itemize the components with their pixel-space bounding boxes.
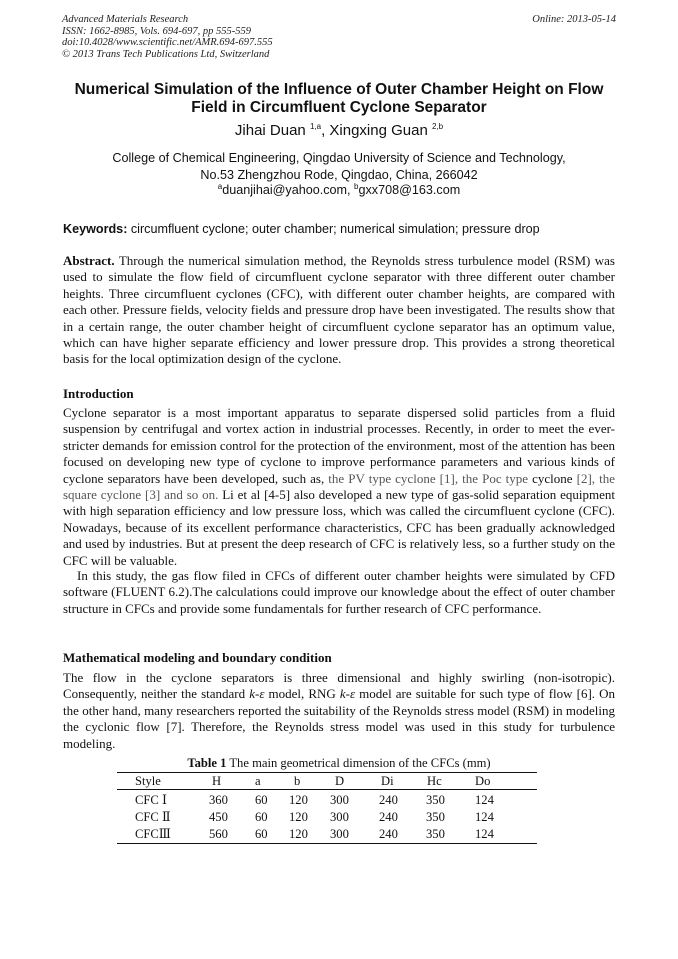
email-line bbox=[58, 182, 620, 198]
paper-title bbox=[58, 81, 620, 117]
reference-link-2[interactable]: [2], the square cyclone [3] and so on. bbox=[63, 470, 616, 503]
author-2-affil: 2,b bbox=[431, 122, 444, 131]
table-bottom-rule bbox=[117, 843, 537, 844]
table-cell: 124 bbox=[475, 827, 494, 841]
table-header-rule bbox=[117, 789, 537, 790]
title-line-1: Numerical Simulation of the Influence of Outer Chamber Height on Flow bbox=[74, 81, 604, 98]
table-row bbox=[117, 792, 537, 808]
table-header-cell: b bbox=[294, 774, 301, 788]
table-row bbox=[117, 809, 537, 825]
table-cell: CFC Ⅱ bbox=[135, 810, 171, 824]
abstract bbox=[63, 253, 615, 368]
modeling-text-b: model, RNG bbox=[264, 686, 340, 702]
table-header-cell: Do bbox=[475, 774, 491, 788]
email-a: duanjihai@yahoo.com, bbox=[222, 183, 355, 197]
introduction-paragraph-1 bbox=[63, 405, 615, 569]
affiliation-line-1: College of Chemical Engineering, Qingdao University of Science and Technology, bbox=[112, 151, 566, 165]
copyright-line: © 2013 Trans Tech Publications Ltd, Switzerland bbox=[62, 48, 270, 60]
table-cell: 300 bbox=[330, 793, 349, 807]
table-cell: CFCⅢ bbox=[135, 827, 171, 841]
introduction-heading: Introduction bbox=[63, 386, 134, 401]
reference-link-1[interactable]: the PV type cyclone [1], the Poc type bbox=[328, 470, 529, 486]
author-2: Xingxing Guan bbox=[329, 122, 432, 139]
table-cell: 124 bbox=[475, 793, 494, 807]
table-cell: 120 bbox=[289, 810, 308, 824]
title-line-2: Field in Circumfluent Cyclone Separator bbox=[191, 99, 487, 116]
intro-text-b: cyclone bbox=[528, 470, 577, 486]
author-1: Jihai Duan bbox=[234, 122, 310, 139]
table-cell: 560 bbox=[209, 827, 228, 841]
table-header-row bbox=[117, 773, 537, 789]
table-cell: 350 bbox=[426, 810, 445, 824]
modeling-text-a: The flow in the cyclone separators is three dimensional and highly swirling (non-isotropic). Consequently, neither the standard bbox=[63, 670, 615, 702]
table-cell: 124 bbox=[475, 810, 494, 824]
journal-name: Advanced Materials Research bbox=[62, 14, 189, 25]
table-cell: 60 bbox=[255, 793, 268, 807]
table-header-cell: Hc bbox=[427, 774, 442, 788]
table-header-cell: D bbox=[335, 774, 345, 788]
author-list bbox=[58, 122, 620, 140]
abstract-text: Through the numerical simulation method, the Reynolds stress turbulence model (RSM) was used to simulate the flow field of circumfluent cyclone separator with three different outer chamber heights. Three circumfluent cyclones (CFC), with different outer chamber heights, are compared with each other. Pressure fields, velocity fields and pressure drop have been investigated. The results show that in a certain range, the outer chamber height of circumfluent cyclone separator has an optimum value, which can have higher separate efficiency and lower pressure drop. This provides a strong theoretical basis for the local optimization design of the cyclone. bbox=[63, 253, 615, 367]
table-header-cell: a bbox=[255, 774, 261, 788]
table-label: Table 1 bbox=[187, 756, 227, 770]
doi-line: doi:10.4028/www.scientific.net/AMR.694-697.555 bbox=[62, 37, 273, 48]
modeling-text-c: model are suitable for such type of flow [6]. On the other hand, many researchers reported the suitability of the Reynolds stress model (RSM) in modeling the cyclonic flow [7]. Therefore, the Reynolds stress model was used in this study for turbulence modeling. bbox=[63, 686, 615, 751]
abstract-label: Abstract. bbox=[63, 253, 115, 268]
table-cell: 240 bbox=[379, 827, 398, 841]
table-cell: 350 bbox=[426, 793, 445, 807]
table-cell: 60 bbox=[255, 827, 268, 841]
table-cell: 300 bbox=[330, 810, 349, 824]
table-header-cell: H bbox=[212, 774, 222, 788]
table-cell: 300 bbox=[330, 827, 349, 841]
author-separator: , bbox=[321, 122, 330, 139]
table-header-cell: Di bbox=[381, 774, 394, 788]
online-date: Online: 2013-05-14 bbox=[532, 14, 616, 25]
k-epsilon-term: k-ε bbox=[339, 686, 356, 702]
modeling-heading: Mathematical modeling and boundary condition bbox=[63, 650, 332, 665]
author-1-affil: 1,a bbox=[309, 122, 322, 131]
journal-header bbox=[62, 14, 618, 60]
keywords-label: Keywords: bbox=[63, 222, 128, 236]
table-cell: 120 bbox=[289, 827, 308, 841]
table-cell: 120 bbox=[289, 793, 308, 807]
table-header-cell: Style bbox=[135, 774, 161, 788]
intro-text-c: Li et al [4-5] also developed a new type of gas-solid separation equipment with high separation efficiency and low pressure loss, which was called the circumfluent cyclone (CFC). Nowadays, because of its excellent performance characteristics, CFC has been gradually acknowledged and used by industries. But at present the deep research of CFC is relatively less, so a further study on the CFC will be valuable. bbox=[63, 487, 615, 568]
table-caption bbox=[63, 756, 615, 771]
issn-line: ISSN: 1662-8985, Vols. 694-697, pp 555-559 bbox=[62, 25, 251, 37]
table-caption-text: The main geometrical dimension of the CFCs (mm) bbox=[226, 756, 491, 770]
keywords bbox=[63, 221, 619, 237]
table-cell: 450 bbox=[209, 810, 228, 824]
k-epsilon-term: k-ε bbox=[249, 686, 265, 702]
email-b: gxx708@163.com bbox=[358, 183, 461, 197]
table-cell: 350 bbox=[426, 827, 445, 841]
table-row bbox=[117, 826, 537, 842]
table-cell: 240 bbox=[379, 810, 398, 824]
keywords-text: circumfluent cyclone; outer chamber; numerical simulation; pressure drop bbox=[127, 222, 540, 236]
affiliation-line-2: No.53 Zhengzhou Rode, Qingdao, China, 266042 bbox=[200, 167, 478, 182]
introduction-paragraph-2: In this study, the gas flow filed in CFCs of different outer chamber heights were simulated by CFD software (FLUENT 6.2).The calculations could improve our knowledge about the effect of outer chamber structure in CFCs and provide some fundamentals for further research of CFC performance. bbox=[63, 568, 615, 616]
intro-text-a: Cyclone separator is a most important apparatus to separate dispersed solid particles from a fluid suspension by centrifugal and vortex action in industrial processes. Recently, in order to meet the ever-stricter demands for emission control for the protection of the environment, most of the attention has been focused on developing new type of cyclone to improve performance parameters and various kinds of cyclone separators have been developed, such as, bbox=[63, 405, 615, 486]
affiliation bbox=[58, 150, 620, 183]
table-cell: 60 bbox=[255, 810, 268, 824]
modeling-paragraph bbox=[63, 670, 615, 752]
email-b-mark: b bbox=[354, 181, 359, 191]
table-cell: 240 bbox=[379, 793, 398, 807]
email-a-mark: a bbox=[217, 181, 223, 191]
table-cell: CFC Ⅰ bbox=[135, 793, 167, 807]
table-cell: 360 bbox=[209, 793, 228, 807]
